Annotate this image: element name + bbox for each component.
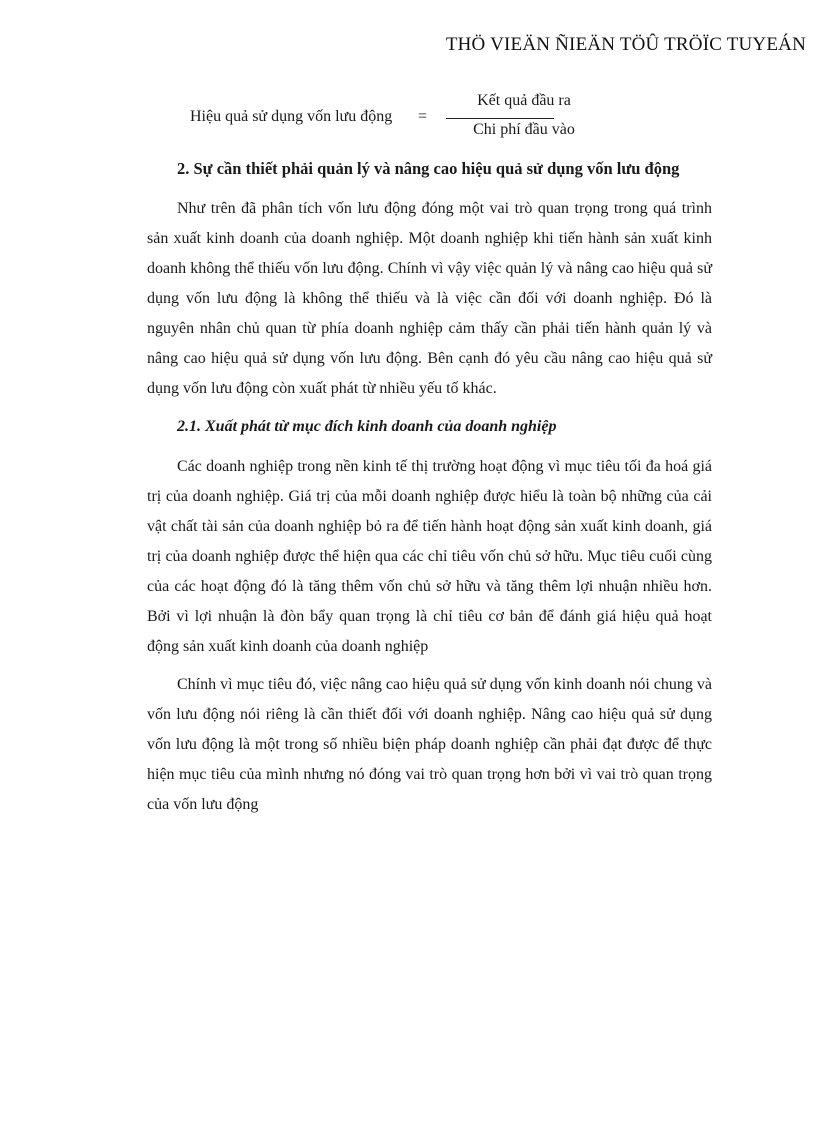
formula-equals: = bbox=[418, 108, 428, 125]
formula-denominator: Chi phí đầu vào bbox=[473, 121, 575, 138]
document-body bbox=[147, 150, 712, 828]
section-2-1-heading: 2.1. Xuất phát từ mục đích kinh doanh của doanh nghiệp bbox=[177, 418, 557, 435]
page-header: THÖ VIEÄN ÑIEÄN TÖÛ TRÖÏC TUYEÁN bbox=[445, 34, 806, 55]
section-2-1-paragraph-1: Các doanh nghiệp trong nền kinh tế thị trường hoạt động vì mục tiêu tối đa hoá giá trị của doanh nghiệp. Giá trị của mỗi doanh nghiệp được hiểu là toàn bộ những của cải vật chất tài sản của doanh nghiệp bỏ ra để tiến hành hoạt động sản xuất kinh doanh, giá trị của doanh nghiệp được thể hiện qua các chỉ tiêu vốn chủ sở hữu. Mục tiêu cuối cùng của các hoạt động đó là tăng thêm vốn chủ sở hữu và tăng thêm lợi nhuận nhiều hơn. Bởi vì lợi nhuận là đòn bẩy quan trọng là chỉ tiêu cơ bản để đánh giá hiệu quả hoạt động sản xuất kinh doanh của doanh nghiệp bbox=[147, 458, 712, 655]
formula-numerator: Kết quả đầu ra bbox=[477, 92, 571, 109]
efficiency-formula bbox=[190, 88, 650, 148]
section-2-paragraph: Như trên đã phân tích vốn lưu động đóng một vai trò quan trọng trong quá trình sản xuất kinh doanh của doanh nghiệp. Một doanh nghiệp khi tiến hành sản xuất kinh doanh không thể thiếu vốn lưu động. Chính vì vậy việc quản lý và nâng cao hiệu quả sử dụng vốn lưu động là không thể thiếu và là việc cần đối với doanh nghiệp. Đó là nguyên nhân chủ quan từ phía doanh nghiệp cảm thấy cần phải tiến hành quản lý và nâng cao hiệu quả sử dụng vốn lưu động. Bên cạnh đó yêu cầu nâng cao hiệu quả sử dụng vốn lưu động còn xuất phát từ nhiều yếu tố khác. bbox=[147, 200, 712, 397]
section-2-1-paragraph-2: Chính vì mục tiêu đó, việc nâng cao hiệu quả sử dụng vốn kinh doanh nói chung và vốn lưu động nói riêng là cần thiết đối với doanh nghiệp. Nâng cao hiệu quả sử dụng vốn lưu động là một trong số nhiều biện pháp doanh nghiệp cần phải đạt được để thực hiện mục tiêu của mình nhưng nó đóng vai trò quan trọng hơn bởi vì vai trò quan trọng của vốn lưu động bbox=[147, 676, 712, 813]
formula-lhs: Hiệu quả sử dụng vốn lưu động bbox=[190, 108, 393, 125]
fraction-bar bbox=[446, 118, 554, 119]
section-2-heading: 2. Sự cần thiết phải quản lý và nâng cao hiệu quả sử dụng vốn lưu động bbox=[177, 159, 680, 178]
